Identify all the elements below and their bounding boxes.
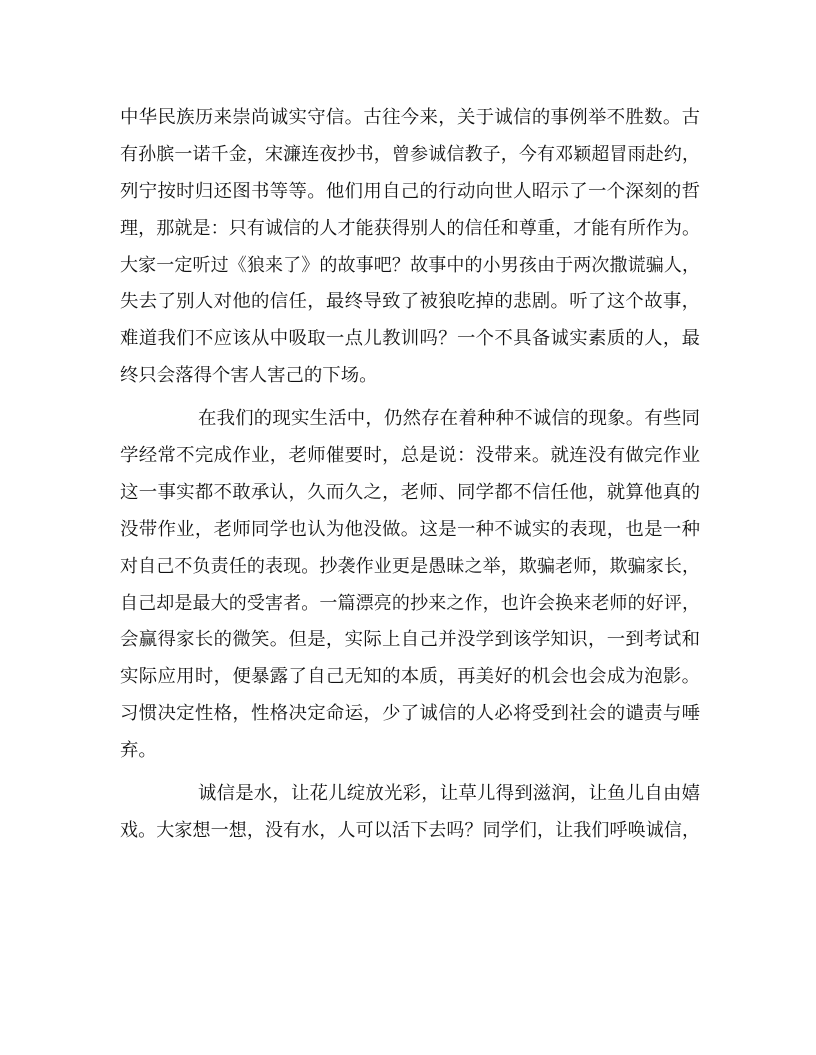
text-line: 这一事实都不敢承认，久而久之，老师、同学都不信任他，就算他真的	[120, 481, 700, 503]
text-line: 失去了别人对他的信任，最终导致了被狼吃掉的悲剧。听了这个故事，	[120, 291, 700, 313]
text-line: 没带作业，老师同学也认为他没做。这是一种不诚实的表现，也是一种	[120, 518, 700, 540]
text-line: 自己却是最大的受害者。一篇漂亮的抄来之作，也许会换来老师的好评，	[120, 592, 700, 614]
text-line: 有孙膑一诺千金，宋濂连夜抄书，曾参诚信教子，今有邓颖超冒雨赴约，	[120, 143, 700, 165]
text-line: 弃。	[120, 740, 157, 762]
text-line: 列宁按时归还图书等等。他们用自己的行动向世人昭示了一个深刻的哲	[120, 180, 700, 202]
text-line: 难道我们不应该从中吸取一点儿教训吗？一个不具备诚实素质的人，最	[120, 328, 700, 350]
text-line: 会赢得家长的微笑。但是，实际上自己并没学到该学知识，一到考试和	[120, 629, 700, 651]
text-line: 实际应用时，便暴露了自己无知的本质，再美好的机会也会成为泡影。	[120, 666, 700, 688]
text-line: 诚信是水，让花儿绽放光彩，让草儿得到滋润，让鱼儿自由嬉	[198, 783, 700, 805]
text-line: 大家一定听过《狼来了》的故事吧？故事中的小男孩由于两次撒谎骗人，	[120, 254, 700, 276]
text-line: 理，那就是：只有诚信的人才能获得别人的信任和尊重，才能有所作为。	[120, 217, 700, 239]
paragraph-1	[120, 100, 700, 395]
text-line: 在我们的现实生活中，仍然存在着种种不诚信的现象。有些同	[198, 408, 700, 430]
text-line: 学经常不完成作业，老师催要时，总是说：没带来。就连没有做完作业	[120, 445, 700, 467]
text-line: 习惯决定性格，性格决定命运，少了诚信的人必将受到社会的谴责与唾	[120, 703, 700, 725]
text-line: 中华民族历来崇尚诚实守信。古往今来，关于诚信的事例举不胜数。古	[120, 107, 700, 128]
text-line: 戏。大家想一想，没有水，人可以活下去吗？同学们，让我们呼唤诚信，	[120, 819, 700, 841]
document-body	[120, 100, 700, 850]
text-line: 对自己不负责任的表现。抄袭作业更是愚昧之举，欺骗老师，欺骗家长，	[120, 555, 700, 577]
paragraph-3	[120, 776, 700, 850]
paragraph-2	[120, 401, 700, 770]
text-line: 终只会落得个害人害己的下场。	[120, 365, 378, 387]
